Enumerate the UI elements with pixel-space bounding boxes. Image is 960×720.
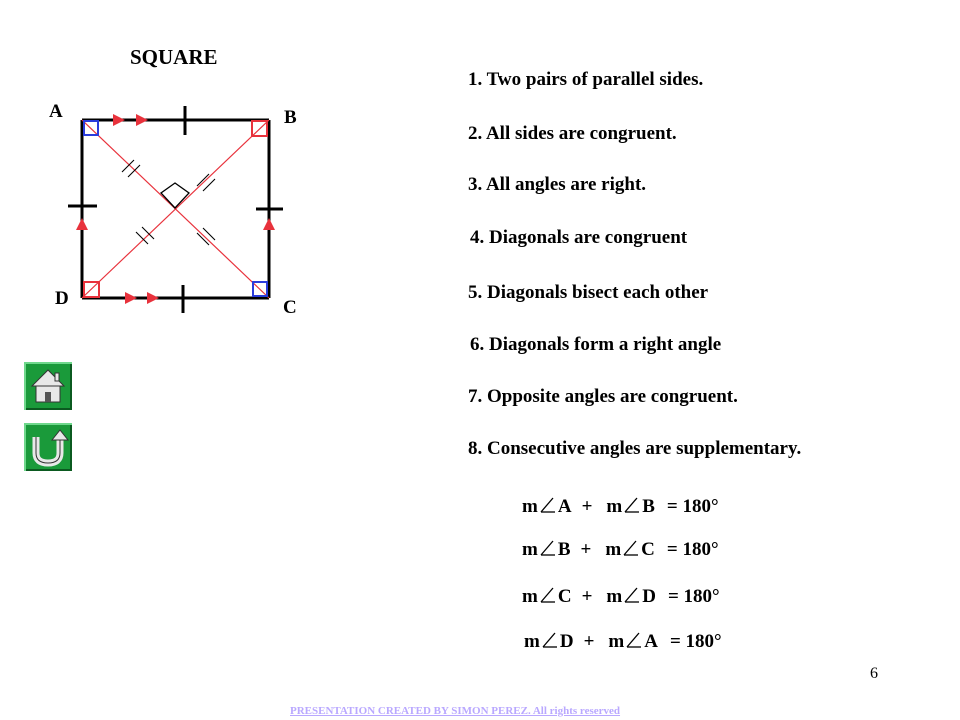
equation-3 — [522, 586, 720, 608]
measure-symbol: m — [522, 586, 538, 607]
property-6: 6. Diagonals form a right angle — [470, 334, 722, 355]
property-7: 7. Opposite angles are congruent. — [468, 386, 738, 407]
property-8: 8. Consecutive angles are supplementary. — [468, 438, 802, 459]
credit-link[interactable]: PRESENTATION CREATED BY SIMON PEREZ. All rights reserved — [290, 705, 621, 717]
vertex-label-a: A — [49, 101, 63, 122]
property-4: 4. Diagonals are congruent — [470, 227, 688, 248]
angle-name: A — [644, 631, 658, 652]
page-number: 6 — [870, 665, 878, 682]
vertex-label-d: D — [55, 288, 69, 309]
equation-2 — [522, 539, 719, 561]
right-angle-marker — [161, 183, 189, 208]
angle-icon — [540, 631, 560, 649]
vertex-label-c: C — [283, 297, 297, 318]
angle-icon — [538, 586, 558, 604]
angle-icon — [538, 496, 558, 514]
property-5: 5. Diagonals bisect each other — [468, 282, 709, 303]
measure-symbol: m — [606, 496, 623, 517]
property-2: 2. All sides are congruent. — [468, 123, 677, 144]
angle-name: B — [557, 539, 571, 560]
equals-value: = 180° — [669, 631, 722, 652]
home-icon — [24, 362, 72, 410]
angle-name: B — [642, 496, 655, 517]
property-1: 1. Two pairs of parallel sides. — [468, 69, 704, 90]
equation-1 — [522, 496, 719, 518]
measure-symbol: m — [522, 496, 538, 517]
angle-name: C — [557, 586, 572, 607]
home-button[interactable] — [24, 362, 72, 410]
return-arrow-icon — [24, 423, 72, 471]
measure-symbol: m — [522, 539, 538, 560]
angle-icon — [622, 586, 642, 604]
angle-name: C — [641, 539, 655, 560]
equation-4 — [524, 631, 722, 653]
square-diagram — [0, 0, 320, 330]
equals-value: = 180° — [667, 586, 720, 607]
measure-symbol: m — [608, 631, 625, 652]
measure-symbol: m — [605, 539, 622, 560]
plus-sign: + — [583, 631, 595, 652]
plus-sign: + — [580, 539, 592, 560]
vertex-label-b: B — [284, 107, 297, 128]
angle-icon — [621, 539, 641, 557]
measure-symbol: m — [606, 586, 623, 607]
angle-icon — [622, 496, 642, 514]
return-button[interactable] — [24, 423, 72, 471]
plus-sign: + — [581, 586, 593, 607]
equals-value: = 180° — [666, 539, 719, 560]
measure-symbol: m — [524, 631, 540, 652]
equals-value: = 180° — [666, 496, 719, 517]
property-3: 3. All angles are right. — [468, 174, 647, 195]
angle-icon — [624, 631, 644, 649]
angle-name: A — [557, 496, 572, 517]
angle-icon — [538, 539, 558, 557]
angle-name: D — [642, 586, 656, 607]
page-title: SQUARE — [130, 45, 218, 69]
angle-name: D — [559, 631, 574, 652]
plus-sign: + — [581, 496, 593, 517]
